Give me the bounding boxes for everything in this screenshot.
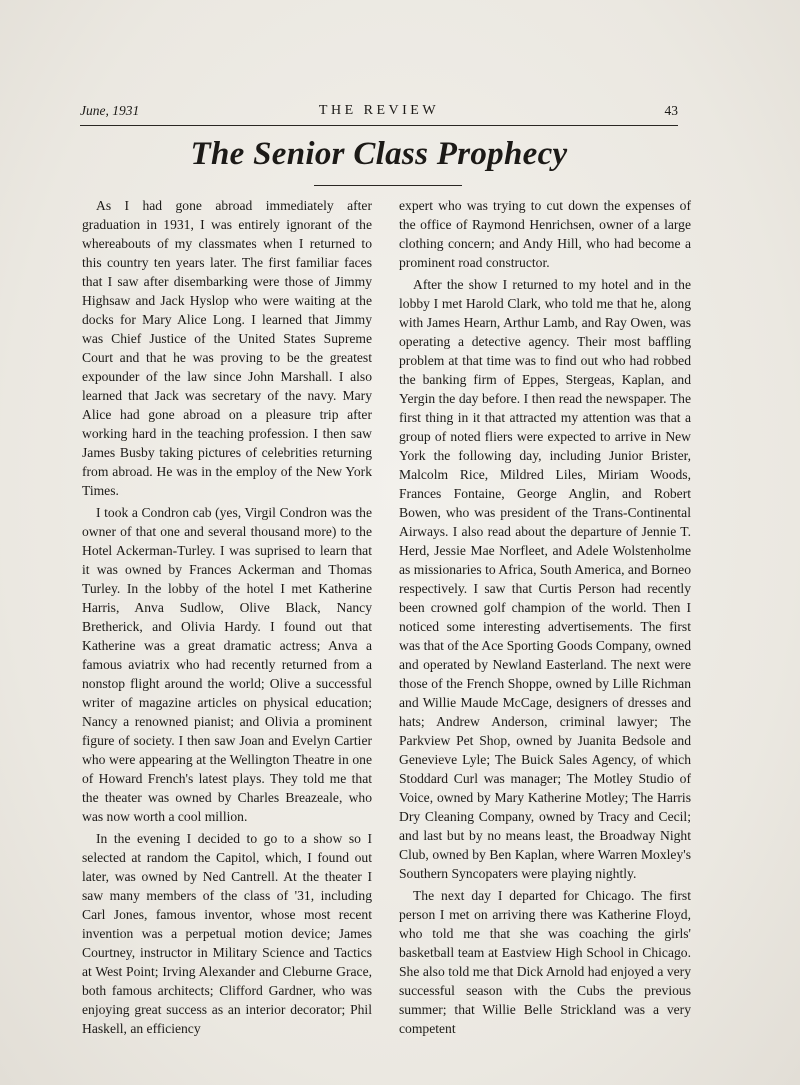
article-title: The Senior Class Prophecy bbox=[190, 136, 568, 172]
issue-date: June, 1931 bbox=[80, 103, 140, 118]
paragraph: After the show I returned to my hotel and in the lobby I met Harold Clark, who told me that he, along with James Hearn, Arthur Lamb, and Ray Owen, was operating a detective agency. Their most baffling problem at that time was to find out who had robbed the banking firm of Eppes, Stergeas, Kaplan, and Yergin the day before. I then read the newspaper. The first thing in it that attracted my attention was that a group of noted fliers were expected to arrive in New York the following day, including Junior Brister, Malcolm Rice, Mildred Liles, Miriam Woods, Frances Fontaine, George Anglin, and Robert Bowen, who was president of the Trans-Continental Airways. I also read about the departure of Jennie T. Herd, Jessie Mae Norfleet, and Adele Wolstenholme as missionaries to Africa, South America, and Borneo respectively. I saw that Curtis Person had recently been crowned golf champion of the world. Then I noticed some interesting advertisements. The first was that of the Ace Sporting Goods Company, owned and operated by Newland Easterland. The next were those of the French Shoppe, owned by Lille Richman and Willie Maude McCage, designers of dresses and hats; Andrew Anderson, criminal lawyer; The Parkview Pet Shop, owned by Juanita Bedsole and Genevieve Lyle; The Buick Sales Agency, of which Stoddard Curl was manager; The Motley Studio of Voice, owned by Mary Katherine Motley; The Harris Dry Cleaning Company, owned by Tracy and Cecil; and last but by no means least, the Broadway Night Club, owned by Ben Kaplan, where Warren Moxley's Southern Syncopaters were playing nightly. bbox=[399, 277, 691, 881]
paragraph: The next day I departed for Chicago. The first person I met on arriving there was Katherine Floyd, who told me that she was coaching the girls' basketball team at Eastview High School in Chicago. She also told me that Dick Arnold had enjoyed a very successful season with the Cubs the previous summer; that Willie Belle Strickland was a very competent bbox=[399, 888, 691, 1036]
running-header bbox=[80, 103, 678, 125]
title-underline bbox=[314, 185, 462, 186]
header-rule bbox=[80, 125, 678, 126]
paragraph: I took a Condron cab (yes, Virgil Condron was the owner of that one and several thousand more) to the Hotel Ackerman-Turley. I was suprised to learn that it was owned by Frances Ackerman and Thomas Turley. In the lobby of the hotel I met Katherine Harris, Anva Sudlow, Olive Black, Nancy Bretherick, and Olivia Hardy. I found out that Katherine was a great dramatic actress; Anva a famous aviatrix who had recently returned from a nonstop flight around the world; Olive a successful writer of magazine articles on physical education; Nancy a renowned pianist; and Olivia a prominent figure of society. I then saw Joan and Evelyn Cartier who were appearing at the Wellington Theatre in one of Howard French's latest plays. They told me that the theater was owned by Charles Breazeale, who was now worth a cool million. bbox=[82, 505, 372, 824]
paragraph: In the evening I decided to go to a show so I selected at random the Capitol, which, I found out later, was owned by Ned Cantrell. At the theater I saw many members of the class of '31, including Carl Jones, famous inventor, whose most recent invention was a perpetual motion device; James Courtney, instructor in Military Science and Tactics at West Point; Irving Alexander and Cleburne Grace, both famous architects; Clifford Gardner, who was enjoying great success as an interior decorator; Phil Haskell, an efficiency bbox=[82, 831, 372, 1036]
paragraph: As I had gone abroad immediately after graduation in 1931, I was entirely ignorant of the whereabouts of my classmates when I returned to this country ten years later. The first familiar faces that I saw after disembarking were those of Jimmy Highsaw and Jack Hyslop who were waiting at the docks for Mary Alice Long. I learned that Jimmy was Chief Justice of the United States Supreme Court and that he was proving to be the greatest expounder of the law since John Marshall. I also learned that Jack was secretary of the navy. Mary Alice had gone abroad on a pleasure trip after working hard in the teaching profession. I then saw James Busby taking pictures of celebrities returning from abroad. He was in the employ of the New York Times. bbox=[82, 198, 372, 498]
paragraph-continued: expert who was trying to cut down the expenses of the office of Raymond Henrichsen, owner of a large clothing concern; and Andy Hill, who had become a prominent road constructor. bbox=[399, 198, 691, 270]
page-number: 43 bbox=[664, 103, 678, 118]
right-column bbox=[399, 196, 691, 1038]
journal-name: THE REVIEW bbox=[318, 103, 440, 118]
left-column bbox=[82, 196, 372, 1038]
